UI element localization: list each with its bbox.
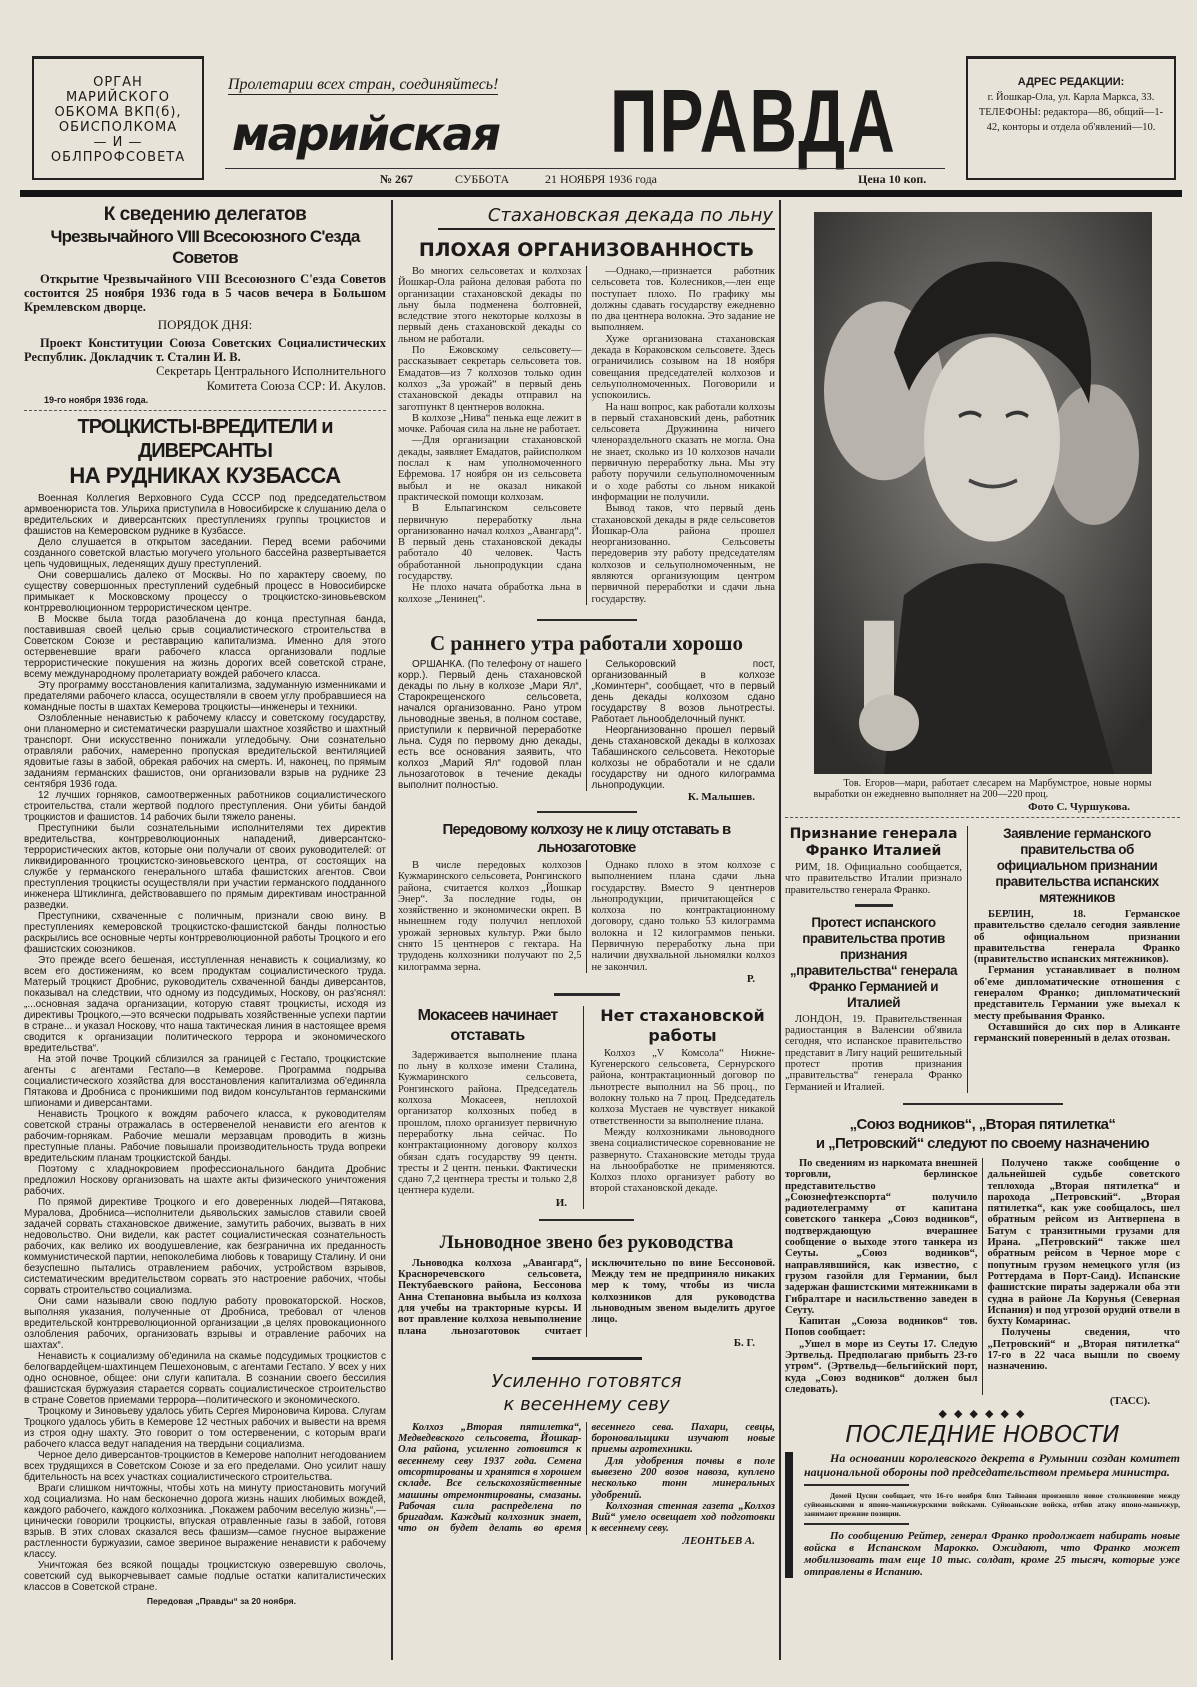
paragraph: Колхозная стенная газета „Колхоз Вий“ умело освещает ход подготовки к весеннему севу.	[591, 1500, 775, 1535]
paragraph: Уничтожая без всякой пощады троцкистскую озверевшую сволочь, советский суд выкорчевывает самые подлые остатки капиталистических классов в Советской стране.	[24, 1560, 386, 1593]
divider	[855, 904, 893, 907]
headline: к весеннему севу	[503, 1393, 670, 1415]
organ-line: — И —	[93, 135, 143, 150]
divider	[24, 410, 386, 411]
news-sidebar-bar	[785, 1452, 793, 1578]
portrait-image	[814, 212, 1152, 774]
paragraph: На этой почве Троцкий сблизился за границей с Гестапо, троцкистские агенты с агентами Гестапо—в Кемерове. Программа подрыва социалистического хозяйства для восстановления капитализма об'единяла Пятакова и Дробниса с проникшими под видом консультантов германскими шпионами и диверсантами.	[24, 1054, 386, 1109]
portrait-photo	[814, 212, 1152, 774]
paragraph: В Москве была тогда разоблачена до конца преступная банда, поставившая своей целью срыв социалистического строительства в Советском Союзе и реставрацию капитализма. Именно для этого остервеневшие враги рабочего класса организовали подлые террористические покушения на жизнь дорогих всей советской стране, всему международному пролетариату вождей рабочего класса.	[24, 614, 386, 680]
article-body	[24, 493, 386, 1593]
article-body	[398, 1422, 775, 1535]
headline: НА РУДНИКАХ КУЗБАССА	[69, 463, 341, 488]
right-column	[785, 212, 1180, 1578]
headline: Мокасеев начинает	[417, 1006, 558, 1024]
agenda-item: Проект Конституции Союза Советских Социалистических Республик. Докладчик т. Сталин И. В.	[24, 336, 386, 364]
headline: Признание генерала Франко Италией	[789, 826, 958, 859]
divider	[785, 817, 1180, 818]
masthead-black-rule	[20, 190, 1182, 197]
headline: ПЛОХАЯ ОРГАНИЗОВАННОСТЬ	[418, 239, 755, 261]
paragraph: Они сами называли свою подлую работу провокаторской. Носков, выполняя указания, полученные от Дробниса, требовал от членов вредительской контрреволюционной организации „в целях провокационного озлобления рабочих, организовать взрывы и отравление рабочих на шахтах“.	[24, 1296, 386, 1351]
article-no-stakhanov	[584, 1006, 775, 1209]
spain-news-row	[785, 826, 1180, 1093]
paragraph: На наш вопрос, как работали колхозы в первый стахановский день, работник сельсовета Дружинина ничего членораздельного сказать не могла. Она не знает, сколько из 10 колхозов начали первичную переработку льна. Мы эту работу поручили сельуполномоченным и о ходе работы со льном никакой информации не получили.	[591, 401, 775, 503]
latest-news-block	[785, 1452, 1180, 1578]
address-title: АДРЕС РЕДАКЦИИ:	[1017, 76, 1125, 88]
headline: С раннего утра работали хорошо	[429, 630, 743, 655]
paragraph: Колхоз „Вторая пятилетка“, Медведевского сельсовета, Йошкар-Ола района, усиленно готовится к весеннему севу 1937 года. Семена отсортированы и хранятся в хорошем складе. Все сельскохозяйственные машины отремонтированы, смазаны. Рабочая сила распределена по бригадам. Каждый колхозник знает, что он будет делать во время весеннего сева. Пахари, севцы, бороновальщики изучают новые приемы агротехники.	[398, 1421, 775, 1535]
paragraph: Германия устанавливает в полном об'еме дипломатические отношения с генералом Франко; дипломатический представитель Германии уже выехал к месту пребывания Франко.	[974, 965, 1180, 1022]
notice-headline: К сведению делегатов	[103, 204, 307, 225]
issue-date: 21 НОЯБРЯ 1936 года	[545, 172, 657, 186]
column-rule	[779, 200, 781, 1660]
paragraph: Троцкому и Зиновьеву удалось убить Сергея Мироновича Кирова. Слугам Троцкого удалось убить в Кемерове 12 честных рабочих и вывести на время из строя одну шахту. Это говорит о том остервенении, с которым враги рабочего класса ведут нападения на твердыни социализма.	[24, 1406, 386, 1450]
article-flax-team	[398, 1231, 775, 1349]
paragraph: —Однако,—признается работник сельсовета тов. Колесников,—лен еще поступает плохо. По графику мы должны сдавать государству ежедневно по два центнера волокна. Это задание не выполняем.	[591, 266, 775, 334]
article-spring-sowing	[398, 1370, 775, 1547]
paragraph: Военная Коллегия Верховного Суда СССР под председательством армвоенюриста тов. Ульриха приступила в Новосибирске к слушанию дела о вредительских и диверсантских преступлениях группы троцкистов и фашистов на Кемеровском руднике в Кузбассе.	[24, 493, 386, 537]
article-body: РИМ, 18. Официально сообщается, что правительство Италии признало правительство генерала Франко.	[785, 862, 962, 896]
masthead-rule	[225, 168, 945, 169]
paragraph: ОРШАНКА. (По телефону от нашего корр.). Первый день стахановской декады по льну в колхозе „Мари Ял“, Старокрещенского сельсовета, начался организованно. Рано утром льноводные звенья, в полном составе, приступили к первичной переработке льна. Судя по первому дню декады, есть все основания заявить, что колхоз „Марий Ял“ годовой план льнозаготовок в течение декады выполнит полностью.	[398, 658, 582, 791]
spain-news-left	[785, 826, 968, 1093]
issue-number: № 267	[380, 172, 414, 186]
divider	[532, 1357, 642, 1360]
notice-headline: Чрезвычайного VIII Всесоюзного С'езда Советов	[50, 227, 360, 267]
article-bad-organization	[398, 204, 775, 605]
middle-column	[398, 204, 775, 1547]
paragraph: Черное дело диверсантов-троцкистов в Кемерове наполнит негодованием всех трудящихся в Советском Союзе и за его пределами. Оно усилит нашу бдительность на всех участках социалистического строительства.	[24, 1450, 386, 1483]
divider	[537, 811, 637, 813]
congress-notice	[24, 204, 386, 406]
article-spanish-protest	[785, 915, 962, 1093]
paragraph: БЕРЛИН, 18. Германское правительство сделало сегодня заявление об официальном признании правительства генерала Франко (правительство испанских мятежников).	[974, 909, 1180, 966]
paragraph: По Ежовскому сельсовету—рассказывает секретарь сельсовета тов. Емадатов—из 7 колхозов только один колхоз „За урожай“ в первый день стахановской декады отправил на заготпункт 8 центнеров волокна.	[398, 345, 582, 413]
headline: Нет стахановской	[600, 1005, 765, 1025]
paragraph: Преступники, схваченные с поличным, признали свою вину. В преступлениях кемеровской троцкистско-фашистской банды полностью раскрылись все основные черты контрреволюционной работы Троцкого и его фашистских союзников.	[24, 911, 386, 955]
author-sign: (ТАСС).	[1109, 1395, 1150, 1408]
paragraph: Получены сведения, что „Петровский“ и „Вторая пятилетка“ 17-го в 22 часа вышли по своему назначению.	[987, 1327, 1180, 1373]
article-early-morning	[398, 631, 775, 803]
headline: Передовому колхозу не к лицу отставать в льнозаготовке	[442, 820, 731, 856]
paragraph: Капитан „Союза водников“ тов. Попов сообщает:	[785, 1316, 978, 1339]
author-sign: И.	[555, 1196, 567, 1209]
paragraph: Вывод таков, что первый день стахановской декады в ряде сельсоветов Йошкар-Ола района прошел неорганизованно. Сельсоветы передоверив эту работу председателям колхозов и сельуполномоченным, не являются организующим центром первичной переработки и сдачи льна государству.	[591, 503, 775, 605]
left-column	[24, 204, 386, 1607]
divider	[554, 993, 620, 996]
article-soviet-ships	[785, 1115, 1180, 1407]
paragraph: Дело слушается в открытом заседании. Перед всеми рабочими созданного советской властью могучего угольного бассейна развертывается цепь чудовищных, леденящих душу преступлений.	[24, 537, 386, 570]
paragraph: Поэтому с хладнокровием профессионального бандита Дробнис предложил Носкову организовать на шахте акты физического уничтожения рабочих.	[24, 1164, 386, 1197]
publisher-box	[32, 56, 204, 180]
article-italy-recognition	[785, 826, 962, 896]
author-sign: ЛЕОНТЬЕВ А.	[682, 1534, 755, 1547]
column-rule	[391, 200, 393, 1660]
divider	[537, 619, 637, 621]
paragraph: Между колхозниками льноводного звена социалистическое соревнование не развернуто. Стахановские методы труда на льнообработке не применяются. Колхоз плохо организует работу во второй стахановской декаде.	[590, 1126, 775, 1195]
latest-news-list	[804, 1452, 1180, 1578]
paragraph: Эту программу восстановления капитализма, задуманную изменниками и предателями рабочего класса, осуществляли в своем углу пробравшиеся на командные посты в шахтах Кемерова троцкисты—инженеры и техники.	[24, 680, 386, 713]
divider	[804, 1484, 909, 1486]
latest-news-item: По сообщению Рейтер, генерал Франко продолжает набирать новые войска в Испанском Марокко. Ожидают, что Франко может мобилизовать там еще 10 тыс. солдат, кроме 25 тысяч, которые уже отправлены в Испанию.	[804, 1530, 1180, 1579]
divider	[804, 1523, 909, 1525]
headline: Усиленно готовятся	[491, 1370, 682, 1392]
paragraph: По сведениям из наркомата внешней торговли, берлинское представительство „Союзнефтеэкспорта“ получило радиотелеграмму от капитана советского танкера „Союз водников“, подтверждающую вчерашнее сообщение о выходе этого танкера из Сеуты. „Союз водников“, направлявшийся, как известно, с грузом газойля для Германии, был задержан фашистскими мятежниками в Гибралтаре и насильственно заведен в Сеуту.	[785, 1157, 978, 1316]
paragraph: В колхозе „Нива“ пенька еще лежит в мочке. Рабочая сила на льне не работает.	[398, 412, 582, 436]
paragraph: По прямой директиве Троцкого и его доверенных людей—Пятакова, Муралова, Дробниса—исполнители дьявольских замыслов ставили своей задачей сорвать стахановское движение, замутить рабочих, вызвать в них недовольство. Они видели, как растет социалистическая сознательность рабочих, как велико их воодушевление, как безгранична их преданность коммунистической партии, непоколебима любовь к товарищу Сталину. И они безуспешно пытались отравлением рабочих, устройством взрывов, систематическим вредительством сорвать это настроение рабочих, чтобы сорвать строительство социализма.	[24, 1197, 386, 1296]
paragraph: Они совершались далеко от Москвы. Но по характеру своему, по существу совершонных преступлений судебный процесс в Новосибирске примыкает к Московскому процессу о троцкистско-зиновьевском контрреволюционном террористическом центре.	[24, 570, 386, 614]
agenda-title: ПОРЯДОК ДНЯ:	[157, 317, 253, 332]
two-article-row	[398, 1006, 775, 1209]
article-body	[590, 1048, 775, 1195]
paragraph: Неорганизованно прошел первый день стахановской декады в колхозах Табашинского сельсовета. Некоторые колхозы не обработали и не сдали государству ни одного килограмма льнопродукции.	[591, 724, 775, 791]
article-body	[398, 860, 775, 973]
slogan: Пролетарии всех стран, соединяйтесь!	[228, 76, 499, 93]
paragraph: 12 лучших горняков, самоотверженных работников социалистического строительства, стали жертвой подлого преступления. Они убиты бандой троцкистов и фашистов. 14 рабочих были тяжело ранены.	[24, 790, 386, 823]
article-german-statement	[968, 826, 1180, 1093]
paragraph: —Для организации стахановской декады, заявляет Емадатов, райисполком послал к нам уполномоченного Ефремова. 17 ноября он из сельсовета выбыл и не оказал никакой практической помощи колхозам.	[398, 435, 582, 503]
headline: работы	[648, 1025, 717, 1045]
article-leading-kolkhoz	[398, 821, 775, 985]
article-body: ЛОНДОН, 19. Правительственная радиостанция в Валенсии об'явила сегодня, что испанское правительство представит в Лигу наций решительный протест против признания „правительства“ генерала Франко Германией и Италией.	[785, 1013, 962, 1093]
photo-credit: Фото С. Чуршукова.	[1028, 801, 1130, 813]
paragraph: „Ушел в море из Сеуты 17. Следую Эртвельд. Предполагаю прибыть 23-го утром“. (Эртвельд—бельгийский порт, куда „Союз водников“ должен был следовать).	[785, 1338, 978, 1395]
address-box	[966, 56, 1176, 180]
notice-text: Открытие Чрезвычайного VIII Всесоюзного С'езда Советов состоится 25 ноября 1936 года в 5 часов вечера в Большом Кремлевском дворце.	[24, 272, 386, 314]
article-body	[398, 1258, 775, 1337]
newspaper-title-part1: марийская	[232, 107, 500, 161]
paragraph: Колхоз „V Комсола“ Нижне-Кугенерского сельсовета, Сернурского района, контрактационный договор по льнотресте выполнил на 56 проц., по волокну только на 7 проц. Председатель колхоза Мустаев не чувствует никакой ответственности за выполнение плана.	[590, 1047, 775, 1127]
paragraph: Льноводка колхоза „Авангард“, Красноречевского сельсовета, Пектубаевского района, Бессонова Анна Степановна выбыла из колхоза для учебы на тракторные курсы. И вот правление колхоза невыполнение плана льнозаготовок считает исключительно по вине Бессоновой. Между тем не предприняло никаких мер к тому, чтобы из числа колхозников для руководства льноводным звеном выделить другое лицо.	[398, 1257, 775, 1337]
paragraph: Это прежде всего бешеная, исступленная ненависть к социализму, ко всем его достижениям, ко всем продуктам социалистического труда. Матерый троцкист Дробнис, руководитель схваченной банды диверсантов, показывал на следствии, что одному из подсудимых, Носкову, он раз'яснял: „...основная задача организации, которую ставят троцкисты, исходя из директивы Троцкого,—это всячески подрывать хозяйственные успехи партии в стране... и указал Носкову, что наша тактическая линия в настоящее время сводится к организации политического террора и экономического вредительства“.	[24, 955, 386, 1054]
paragraph: Хуже организована стахановская декада в Кораковском сельсовете. Здесь ограничились созывом на 18 ноября совещания председателей колхозов и сельуполномоченных. Поговорили и успокоились.	[591, 333, 775, 402]
paragraph: Преступники были сознательными исполнителями тех директив вредительства, контрреволюционных нападений, диверсантско-террористических актов, которые они получали от своих руководителей: от ликвидированного троцкистско-зиновьевского центра, от состоящих на службе у германского генерального штаба фашистских агентов. Свои преступления троцкисты осуществляли при участии германского подданного инженера Штиклинга, действовавшего по прямым директивам иностранной разведки.	[24, 823, 386, 911]
divider	[903, 1103, 1063, 1105]
photo-caption: Тов. Егоров—мари, работает слесарем на Марбумстрое, новые нормы выработки он ежедневно выполняет на 200—220 проц.	[813, 778, 1152, 800]
newspaper-title-part2: ПРАВДА	[610, 70, 897, 171]
author-sign: К. Малышев.	[687, 790, 755, 803]
paragraph: В числе передовых колхозов Кужмаринского сельсовета, Ронгинского района, считается колхоз „Йошкар Энер“. За последние годы, он хозяйственно и экономически окреп. В нынешнем году получил неплохой урожай зерновых культур. Ржи было снято 15 центнеров с гектара. На трудодень колхозники получают по 2,5 килограмма зерна.	[398, 859, 582, 973]
headline: Протест испанского правительства против признания „правительства“ генерала Франко Германией и Италией	[789, 914, 958, 1010]
signature	[24, 364, 386, 394]
source-note: Передовая „Правды“ за 20 ноября.	[146, 1596, 296, 1606]
article-body	[974, 909, 1180, 1045]
paragraph: Ненависть Троцкого к вождям рабочего класса, к руководителям советской страны отражалась в остервенелой ненависти его агентов к рабочим-горнякам. Рабочие мешали мерзавцам проводить в жизнь преступные планы. Рабочие повышали производительность труда вопреки вредительским планам троцкистской банды.	[24, 1109, 386, 1164]
paragraph: Получено также сообщение о дальнейшей судьбе советского теплохода „Вторая пятилетка“ и парохода „Петровский“. „Вторая пятилетка“, как уже сообщалось, шел обратным рейсом из Антверпена в Батум с транзитными грузами для Ирана. „Петровский“ также шел обратным рейсом в Черное море с попутным грузом немецкого угля (из Роттердама в Порт-Саид). Испанские фашистские пираты задержали оба эти судна в районе Ла Корунья (Северная Испания) и под угрозой орудий отвели в бухту Комаринас.	[987, 1157, 1180, 1328]
headline: „Союз водников“, „Вторая пятилетка“	[849, 1115, 1116, 1133]
paragraph: Задерживается выполнение плана по льну в колхозе имени Сталина, Кужмаринского сельсовета, Ронгинского района. Председатель колхоза Мокасеев, неплохой организатор колхозных побед в прошлом, плохо организует первичную переработку льна сейчас. По контрактационному договору колхоз обязан сдать государству 99 центн. тресты и 2 центн. пеньки. Фактически сдано 7,2 центнера тресты и только 2,8 центнера кудели.	[398, 1049, 577, 1197]
paragraph: Однако плохо в этом колхозе с выполнением плана сдачи льна государству. Вместо 9 центнеров льнопродукции, причитающейся с колхоза по контрактационному договору, сдано только 53 килограмма волокна и 12 килограммов пеньки. Первичную переработку льна при наличии двухвальной льномялки колхоз не закончил.	[591, 859, 775, 973]
article-body	[398, 1050, 577, 1197]
section-title: Стахановская декада по льну	[438, 204, 775, 230]
paragraph: Во многих сельсоветах и колхозах Йошкар-Ола района деловая работа по организации стахановской декады по льну была подменена болтовней, вследствие этого некоторые колхозы в первый день стахановской декады со льном не работали.	[398, 266, 582, 345]
headline: Заявление германского правительства об официальном признании правительства испанских мятежников	[995, 826, 1159, 905]
latest-news-title: ПОСЛЕДНИЕ НОВОСТИ	[845, 1422, 1120, 1449]
paragraph: Селькоровский пост, организованный в колхозе „Коминтерн“, сообщает, что в первый день декады колхозом сдано государству 8 возов льнотресты. Работает льнообделочный пункт.	[591, 658, 775, 725]
paragraph: Не плохо начата обработка льна в колхозе „Ленинец“.	[398, 582, 582, 605]
headline: и „Петровский“ следуют по своему назначению	[815, 1134, 1150, 1152]
notice-date: 19-го ноября 1936 года.	[44, 395, 149, 405]
organ-line: ОБКОМА ВКП(б),	[54, 105, 182, 120]
latest-news-item: Домей Цусин сообщает, что 16-го ноября близ Тайюаня произошло новое столкновение между суйюаньскими и японо-маньчжурскими войсками. Суйюаньские войска, отбив атаку японо-маньчжур, занимают прежние позиции.	[804, 1491, 1180, 1519]
article-kuzbass	[24, 415, 386, 1607]
organ-line: ОБЛПРОФСОВЕТА	[50, 150, 186, 165]
paragraph: В Ельпагинском сельсовете первичную переработку льна организованно начал колхоз „Авангард“. В первый день стахановской декады работало 40 человек. Часть обработанной льнопродукции сдана государству.	[398, 503, 582, 583]
article-body	[398, 659, 775, 791]
author-sign: Р.	[746, 972, 755, 985]
weekday: СУББОТА	[455, 172, 510, 186]
signature-line: Комитета Союза ССР: И. Акулов.	[206, 379, 386, 393]
organ-line: ОБИСПОЛКОМА	[58, 120, 178, 135]
paragraph: Оставшийся до сих пор в Аликанте германский поверенный в делах отозван.	[974, 1021, 1180, 1045]
organ-line: МАРИЙСКОГО	[65, 90, 171, 105]
paragraph: Для удобрения почвы в поле вывезено 200 возов навоза, куплено несколько тонн минеральных удобрений.	[591, 1455, 775, 1501]
article-mokaseev	[398, 1006, 584, 1209]
price: Цена 10 коп.	[858, 172, 927, 186]
latest-news-item: На основании королевского декрета в Румынии создан комитет национальной обороны под председательством премьера министра.	[804, 1451, 1180, 1479]
article-body	[398, 266, 775, 605]
organ-line: ОРГАН	[93, 75, 143, 90]
divider	[539, 1219, 634, 1221]
author-sign: Б. Г.	[733, 1336, 755, 1349]
paragraph: Озлобленные ненавистью к рабочему классу и советскому государству, они планомерно и систематически разрушали шахтное хозяйство и шахтный транспорт. Они искусственно понижали угледобычу. Они сознательно отравляли рабочих, намеренно пропуская вредительской вентиляцией ядовитые газы в забой, обрекая рабочих на смерть. И, наконец, по прямым заданиям германских фашистов, они организовали взрыв на руднике 23 сентября 1936 года.	[24, 713, 386, 790]
headline: отставать	[450, 1026, 525, 1044]
signature-line: Секретарь Центрального Исполнительного	[156, 364, 386, 378]
article-body	[785, 1158, 1180, 1395]
address-text: г. Йошкар-Ола, ул. Карла Маркса, 33. ТЕЛЕФОНЫ: редактора—86, общий—1-42, конторы и отдела об'явлений—10.	[978, 92, 1164, 133]
headline: ТРОЦКИСТЫ-ВРЕДИТЕЛИ и ДИВЕРСАНТЫ	[77, 416, 333, 462]
ornament: ◆ ◆ ◆ ◆ ◆ ◆	[938, 1408, 1027, 1421]
headline: Льноводное звено без руководства	[439, 1231, 734, 1253]
paragraph: Враги слишком ничтожны, чтобы хоть на минуту приостановить могучий ход социализма. Но нам бесконечно дорога жизнь наших любимых вождей, каждого рабочего, каждого колхозника. „Покажем рабочим веселую жизнь“,—цинически говорили троцкисты, впуская отравленные газы в забой, готовя взрыв. В этих словах сказался весь фашизм—самое гнусное выражение растленности буржуазии, самое звериное выражение ненависти к рабочему классу.	[24, 1483, 386, 1560]
paragraph: Ненависть к социализму об'единила на скамье подсудимых троцкистов с белогвардейцем-шахтинцем Пешехоновым, с агентами Гестапо. У всех у них одно основное, общее: они слуги капитала. В сознании своего бессилия фашистская буржуазия старается сорвать социалистическое строительство в стране Советов приемами террора—политического и экономического.	[24, 1351, 386, 1406]
